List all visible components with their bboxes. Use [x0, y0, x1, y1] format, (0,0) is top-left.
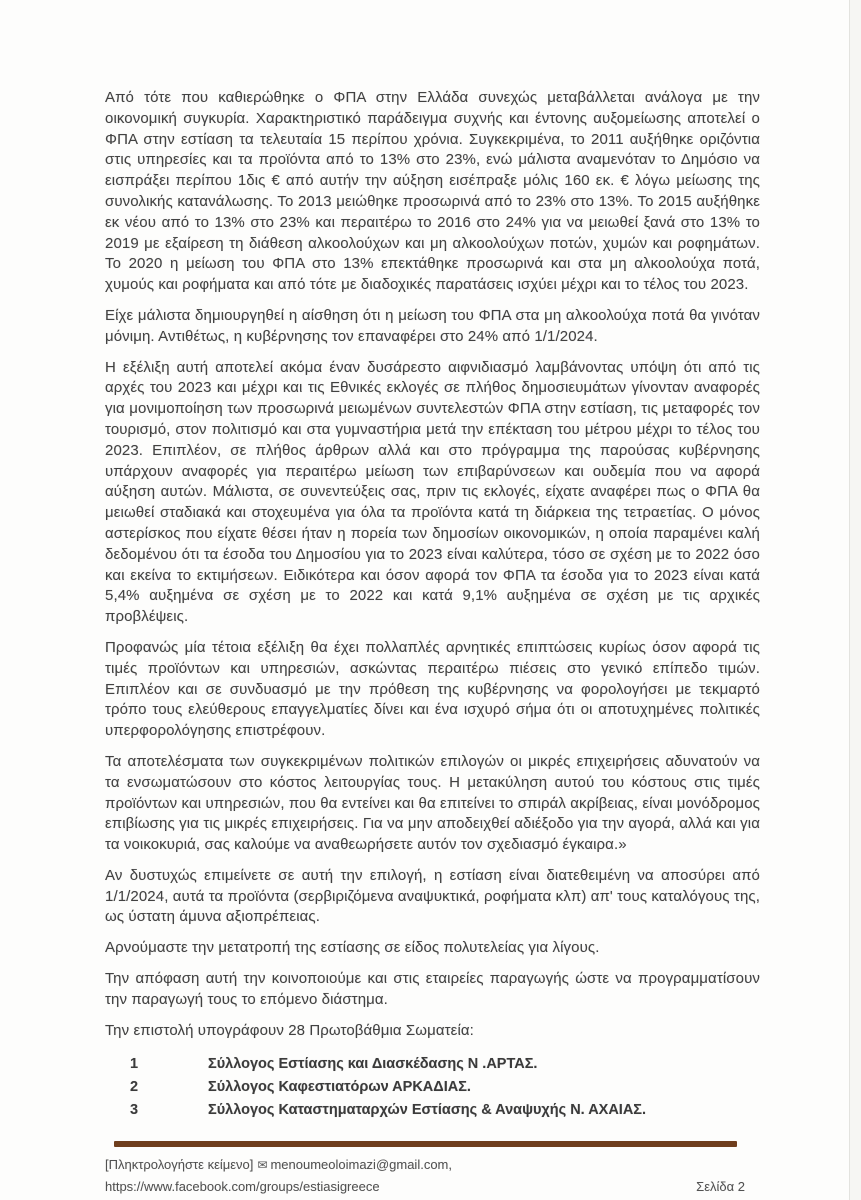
footer-line-2: [105, 1176, 745, 1197]
paragraph: Η εξέλιξη αυτή αποτελεί ακόμα έναν δυσάρεστο αιφνιδιασμό λαμβάνοντας υπόψη ότι από τις αρχές του 2023 και μέχρι και τις Εθνικές εκλογές σε πλήθος δημοσιευμάτων γίνονταν αναφορές για μονιμοποίηση των προσωρινά μειωμένων συντελεστών ΦΠΑ στην εστίαση, τις μεταφορές τον τουρισμό, στον πολιτισμό και στα γυμναστήρια μετά την επέκταση του μέτρου μέχρι το τέλος του 2023. Επιπλέον, σε πλήθος άρθρων αλλά και στο πρόγραμμα της παρούσας κυβέρνησης υπάρχουν αναφορές για περαιτέρω μείωση των επιβαρύνσεων και ουδεμία που να αφορά αύξηση αυτών. Μάλιστα, σε συνεντεύξεις σας, πριν τις εκλογές, είχατε αναφέρει πως ο ΦΠΑ θα μειωθεί σταδιακά και στοχευμένα για όλα τα προϊόντα κατά τη διάρκεια της τετραετίας. Ο μόνος αστερίσκος που είχατε θέσει ήταν η πορεία των δημοσίων οικονομικών, η οποία παραμένει καλή δεδομένου ότι τα έσοδα του Δημοσίου για το 2023 είναι καλύτερα, τόσο σε σχέση με το 2022 όσο και εκείνα το εκτιμήσεων. Ειδικότερα και όσον αφορά τον ΦΠΑ τα έσοδα για το 2023 είναι κατά 5,4% αυξημένα σε σχέση με το 2022 και κατά 9,1% αυξημένα σε σχέση με τις αρχικές προβλέψεις.: [105, 358, 760, 626]
signatory-number: 1: [130, 1056, 139, 1073]
signatory-number: 3: [130, 1102, 139, 1119]
paragraph: Αν δυστυχώς επιμείνετε σε αυτή την επιλογή, η εστίαση είναι διατεθειμένη να αποσύρει από 1/1/2024, αυτά τα προϊόντα (σερβιριζόμενα αναψυκτικά, ροφήματα κλπ) απ' τους καταλόγους της, ως ύστατη άμυνα αξιοπρέπειας.: [105, 866, 760, 926]
signatories-list: [105, 1053, 760, 1122]
signatory-row: [105, 1076, 760, 1099]
signatory-name: Σύλλογος Εστίασης και Διασκέδασης Ν .ΑΡΤΑΣ.: [208, 1056, 538, 1073]
page-number: Σελίδα 2: [696, 1179, 745, 1194]
paragraph: Τα αποτελέσματα των συγκεκριμένων πολιτικών επιλογών οι μικρές επιχειρήσεις αδυνατούν να τα ενσωματώσουν στο κόστος λειτουργίας τους. Η μετακύληση αυτού του κόστους στις τιμές προϊόντων και υπηρεσιών, που θα εντείνει και θα επιτείνει το σπιράλ ακρίβειας, είναι μονόδρομος επιβίωσης για τις μικρές επιχειρήσεις. Για να μην αποδειχθεί αδιέξοδο για την αγορά, αλλά και για τα νοικοκυριά, σας καλούμε να αναθεωρήσετε αυτόν τον σχεδιασμό έγκαιρα.»: [105, 752, 760, 854]
paragraph: Είχε μάλιστα δημιουργηθεί η αίσθηση ότι η μείωση του ΦΠΑ στα μη αλκοολούχα ποτά θα γινόταν μόνιμη. Αντιθέτως, η κυβέρνησης τον επαναφέρει στο 24% από 1/1/2024.: [105, 306, 760, 345]
signatory-row: [105, 1099, 760, 1122]
footer-facebook-url: https://www.facebook.com/groups/estiasigreece: [105, 1179, 380, 1194]
signatory-row: [105, 1053, 760, 1076]
signatory-name: Σύλλογος Καταστηματαρχών Εστίασης & Αναψυχής Ν. ΑΧΑΙΑΣ.: [208, 1102, 647, 1119]
signatory-number: 2: [130, 1079, 139, 1096]
paragraph: Αρνούμαστε την μετατροπή της εστίασης σε είδος πολυτελείας για λίγους.: [105, 939, 600, 957]
paragraph: Από τότε που καθιερώθηκε ο ΦΠΑ στην Ελλάδα συνεχώς μεταβάλλεται ανάλογα με την οικονομική συγκυρία. Χαρακτηριστικό παράδειγμα συχνής και έντονης αυξομείωσης αποτελεί ο ΦΠΑ στην εστίαση τα τελευταία 15 περίπου χρόνια. Συγκεκριμένα, το 2011 αυξήθηκε οριζόντια στις υπηρεσίες και τα προϊόντα από το 13% στο 23%, ενώ μάλιστα αναμενόταν το Δημόσιο να εισπράξει περίπου 1δις € από αυτήν την αύξηση εισέπραξε μόλις 160 εκ. € λόγω μείωσης της συνολικής κατανάλωσης. Το 2013 μειώθηκε προσωρινά από το 23% στο 13%. Το 2015 αυξήθηκε εκ νέου από το 13% στο 23% και περαιτέρω το 2016 στο 24% για να μειωθεί ξανά στο 13% το 2019 με εξαίρεση τη διάθεση αλκοολούχων και μη αλκοολούχων ποτών, χυμών και ροφημάτων. Το 2020 η μείωση του ΦΠΑ στο 13% επεκτάθηκε προσωρινά και στα μη αλκοολούχα ποτά, χυμούς και ροφήματα και από τότε με διαδοχικές παρατάσεις ισχύει μέχρι και το τέλος του 2023.: [105, 89, 760, 294]
footer-email: menoumeoloimazi@gmail.com,: [270, 1157, 452, 1172]
signatories-intro: Την επιστολή υπογράφουν 28 Πρωτοβάθμια Σωματεία:: [105, 1021, 474, 1039]
document-body: [105, 88, 760, 1122]
mail-icon: ✉: [257, 1158, 268, 1172]
footer-divider-rule: [114, 1141, 737, 1147]
footer-line-1: [105, 1154, 745, 1176]
paragraph: Προφανώς μία τέτοια εξέλιξη θα έχει πολλαπλές αρνητικές επιπτώσεις κυρίως όσον αφορά τις τιμές προϊόντων και υπηρεσιών, ασκώντας περαιτέρω πιέσεις στο γενικό επίπεδο τιμών. Επιπλέον και σε συνδυασμό με την πρόθεση της κυβέρνησης να φορολογήσει με τεκμαρτό τρόπο τους ελεύθερους επαγγελματίες δίνει και ένα ισχυρό σήμα ότι οι αποτυχημένες πολιτικές υπερφορολόγησης επιστρέφουν.: [105, 638, 760, 740]
paragraph: Την απόφαση αυτή την κοινοποιούμε και στις εταιρείες παραγωγής ώστε να προγραμματίσουν την παραγωγή τους το επόμενο διάστημα.: [105, 970, 760, 1008]
photo-page-edge: [849, 0, 861, 1200]
signatory-name: Σύλλογος Καφεστιατόρων ΑΡΚΑΔΙΑΣ.: [208, 1079, 471, 1096]
page-footer: [105, 1154, 745, 1197]
footer-placeholder-text: [Πληκτρολογήστε κείμενο]: [105, 1157, 254, 1172]
